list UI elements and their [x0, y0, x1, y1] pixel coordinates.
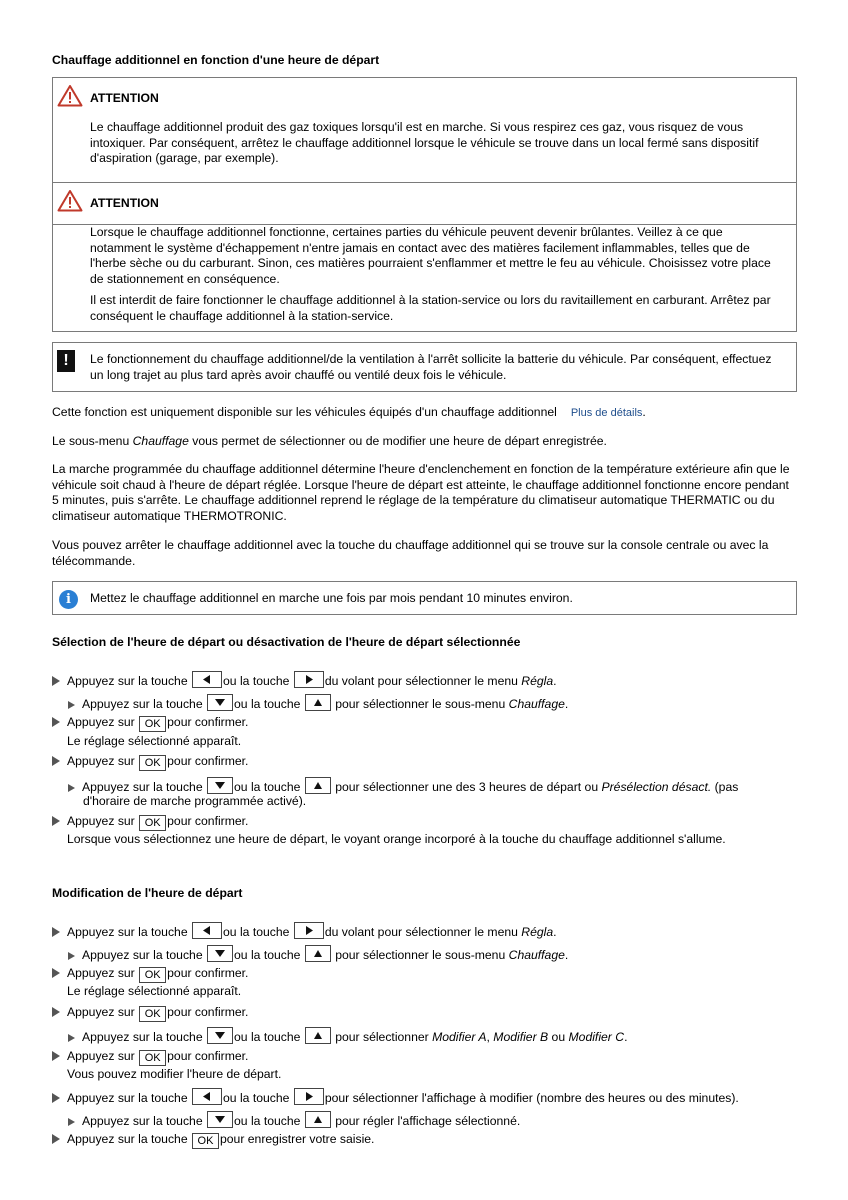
step-text: pour confirmer.	[167, 1049, 249, 1063]
step-text: Appuyez sur	[67, 1049, 135, 1063]
list-item	[52, 715, 248, 732]
bullet-arrow-icon	[68, 952, 75, 960]
up-key-icon	[305, 1027, 331, 1044]
bullet-arrow-icon	[52, 968, 60, 978]
step-result: Le réglage sélectionné apparaît.	[67, 984, 242, 998]
step-text: (pas	[711, 780, 739, 794]
up-key-icon	[305, 777, 331, 794]
step-text: pour sélectionner	[331, 1030, 433, 1044]
bullet-arrow-icon	[52, 1007, 60, 1017]
bullet-arrow-icon	[52, 717, 60, 727]
note-box	[52, 342, 797, 392]
step-text: ou la touche	[234, 780, 301, 794]
step-text: pour sélectionner le sous-menu	[331, 697, 509, 711]
punctuation: .	[642, 405, 646, 419]
step-text: pour sélectionner l'affichage à modifier (nombre des heures ou des minutes).	[324, 1091, 739, 1105]
ok-key-icon: OK	[139, 815, 166, 831]
step-text: Appuyez sur la touche	[67, 674, 188, 688]
punctuation: .	[624, 1030, 628, 1044]
paragraph-text: Vous pouvez arrêter le chauffage additionnel avec la touche du chauffage additionnel qui se trouve sur la console centrale ou avec la télécommande.	[52, 538, 769, 568]
left-key-icon	[192, 1088, 222, 1105]
step-text: pour sélectionner le sous-menu	[331, 948, 509, 962]
bullet-arrow-icon	[52, 676, 60, 686]
left-key-icon	[192, 922, 222, 939]
bullet-arrow-icon	[52, 1134, 60, 1144]
ok-key-icon: OK	[139, 755, 166, 771]
note-text: Le fonctionnement du chauffage additionnel/de la ventilation à l'arrêt sollicite la batterie du véhicule. Par conséquent, effectuez un long trajet au plus tard après avoir chauffé ou ventilé deux fois le véhicule.	[90, 352, 772, 382]
list-item	[52, 754, 248, 771]
down-key-icon	[207, 945, 233, 962]
paragraph-text: Cette fonction est uniquement disponible sur les véhicules équipés d'un chauffage additionnel	[52, 405, 557, 419]
bullet-arrow-icon	[52, 816, 60, 826]
ok-key-icon: OK	[139, 716, 166, 732]
info-icon: i	[59, 590, 78, 609]
option-name: Modifier C	[568, 1030, 625, 1044]
right-key-icon	[294, 671, 324, 688]
list-item	[52, 1132, 374, 1149]
step-text: Appuyez sur la touche	[67, 1132, 188, 1146]
up-key-icon	[305, 694, 331, 711]
step-text: ou la touche	[223, 674, 290, 688]
step-text: pour confirmer.	[167, 1005, 249, 1019]
left-key-icon	[192, 671, 222, 688]
ok-key-icon: OK	[139, 1006, 166, 1022]
step-text: Appuyez sur	[67, 715, 135, 729]
punctuation: .	[553, 925, 557, 939]
warning-heading: ATTENTION	[90, 91, 159, 105]
menu-name: Chauffage	[132, 434, 189, 448]
step-result: Vous pouvez modifier l'heure de départ.	[67, 1067, 282, 1081]
step-text: Appuyez sur la touche	[67, 925, 188, 939]
option-name: Présélection désact.	[601, 780, 712, 794]
menu-name: Chauffage	[508, 948, 565, 962]
ok-key-icon: OK	[192, 1133, 219, 1149]
list-item	[68, 945, 568, 964]
step-text: Appuyez sur	[67, 754, 135, 768]
step-text: Appuyez sur	[67, 966, 135, 980]
list-item	[52, 1005, 248, 1022]
option-name: Modifier B	[493, 1030, 549, 1044]
warning-icon	[57, 189, 83, 212]
step-text: pour confirmer.	[167, 966, 249, 980]
list-item	[68, 1027, 627, 1046]
right-key-icon	[294, 1088, 324, 1105]
step-text: ou la touche	[234, 1114, 301, 1128]
step-text: pour confirmer.	[167, 814, 249, 828]
list-item	[52, 671, 557, 690]
step-result: Le réglage sélectionné apparaît.	[67, 734, 242, 748]
step-text: pour sélectionner une des 3 heures de départ ou	[331, 780, 602, 794]
list-item	[52, 922, 557, 941]
step-text: ,	[486, 1030, 494, 1044]
warning-heading: ATTENTION	[90, 196, 159, 210]
info-box	[52, 581, 797, 615]
option-name: Modifier A	[432, 1030, 487, 1044]
exclamation-icon: !	[57, 350, 75, 372]
step-text: ou la touche	[223, 925, 290, 939]
list-item	[52, 1088, 739, 1107]
step-text: Appuyez sur	[67, 814, 135, 828]
ok-key-icon: OK	[139, 967, 166, 983]
menu-name: Régla	[521, 674, 554, 688]
paragraph-text: La marche programmée du chauffage additionnel détermine l'heure d'enclenchement en fonction de la température extérieure afin que le véhicule soit chaud à l'heure de départ réglée. Lorsque l'heure de départ est atteinte, le chauffage additionnel fonctionne encore pendant 5 minutes, puis s'arrête. Le chauffage additionnel reprend le réglage de la température du climatiseur automatique THERMATIC ou du climatiseur automatique THERMOTRONIC.	[52, 462, 790, 523]
list-item	[52, 814, 248, 831]
menu-name: Régla	[521, 925, 554, 939]
step-text: pour enregistrer votre saisie.	[220, 1132, 375, 1146]
details-link[interactable]: Plus de détails	[570, 407, 643, 419]
list-item	[68, 1111, 520, 1130]
list-item	[52, 966, 248, 983]
paragraph-text: vous permet de sélectionner ou de modifier une heure de départ enregistrée.	[188, 434, 607, 448]
section-heading: Sélection de l'heure de départ ou désactivation de l'heure de départ sélectionnée	[52, 635, 521, 649]
step-result: Lorsque vous sélectionnez une heure de départ, le voyant orange incorporé à la touche du chauffage additionnel s'allume.	[67, 832, 726, 846]
warning-text: Le chauffage additionnel produit des gaz toxiques lorsqu'il est en marche. Si vous respirez ces gaz, vous risquez de vous intoxiquer. Par conséquent, arrêtez le chauffage additionnel lorsque le véhicule se trouve dans un local fermé sans dispositif d'aspiration (garage, par exemple).	[90, 120, 759, 166]
list-item	[68, 777, 738, 796]
warning-box	[52, 182, 797, 332]
down-key-icon	[207, 1027, 233, 1044]
bullet-arrow-icon	[68, 1118, 75, 1126]
bullet-arrow-icon	[52, 927, 60, 937]
step-text: Appuyez sur	[67, 1005, 135, 1019]
step-text: pour confirmer.	[167, 754, 249, 768]
step-text: Appuyez sur la touche	[82, 780, 203, 794]
right-key-icon	[294, 922, 324, 939]
down-key-icon	[207, 1111, 233, 1128]
section-heading: Modification de l'heure de départ	[52, 886, 243, 900]
bullet-arrow-icon	[68, 1034, 75, 1042]
step-text: d'horaire de marche programmée activé).	[83, 794, 307, 808]
step-text: du volant pour sélectionner le menu	[324, 674, 522, 688]
list-item	[52, 1049, 248, 1066]
up-key-icon	[305, 1111, 331, 1128]
step-text: ou la touche	[234, 697, 301, 711]
down-key-icon	[207, 694, 233, 711]
warning-text: Lorsque le chauffage additionnel fonctionne, certaines parties du véhicule peuvent devenir brûlantes. Veillez à ce que notamment le système d'échappement n'entre jamais en contact avec des matières facilement inflammables, telles que de l'herbe sèche ou du carburant. Sinon, ces matières pourraient s'enflammer et mettre le feu au véhicule. Choisissez votre place de stationnement en conséquence.	[90, 225, 771, 286]
bullet-arrow-icon	[68, 784, 75, 792]
step-text: Appuyez sur la touche	[67, 1091, 188, 1105]
step-text: ou la touche	[234, 948, 301, 962]
punctuation: .	[564, 697, 569, 711]
step-text: ou la touche	[223, 1091, 290, 1105]
punctuation: .	[564, 948, 569, 962]
step-text: Appuyez sur la touche	[82, 697, 203, 711]
list-item	[68, 694, 568, 713]
step-text: Appuyez sur la touche	[82, 948, 203, 962]
step-text: du volant pour sélectionner le menu	[324, 925, 522, 939]
warning-text: Il est interdit de faire fonctionner le chauffage additionnel à la station-service ou lors du ravitaillement en carburant. Arrêtez par conséquent le chauffage additionnel à la station-service.	[90, 293, 771, 323]
up-key-icon	[305, 945, 331, 962]
step-text: Appuyez sur la touche	[82, 1030, 203, 1044]
step-text: pour confirmer.	[167, 715, 249, 729]
step-text: ou la touche	[234, 1030, 301, 1044]
bullet-arrow-icon	[52, 1051, 60, 1061]
punctuation: .	[553, 674, 557, 688]
step-text: pour régler l'affichage sélectionné.	[331, 1114, 521, 1128]
bullet-arrow-icon	[68, 701, 75, 709]
paragraph-text: Le sous-menu	[52, 434, 133, 448]
bullet-arrow-icon	[52, 756, 60, 766]
bullet-arrow-icon	[52, 1093, 60, 1103]
page-title: Chauffage additionnel en fonction d'une heure de départ	[52, 53, 380, 67]
down-key-icon	[207, 777, 233, 794]
step-text: ou	[548, 1030, 569, 1044]
warning-icon	[57, 84, 83, 107]
step-text: Appuyez sur la touche	[82, 1114, 203, 1128]
info-text: Mettez le chauffage additionnel en marche une fois par mois pendant 10 minutes environ.	[90, 591, 573, 605]
menu-name: Chauffage	[508, 697, 565, 711]
ok-key-icon: OK	[139, 1050, 166, 1066]
